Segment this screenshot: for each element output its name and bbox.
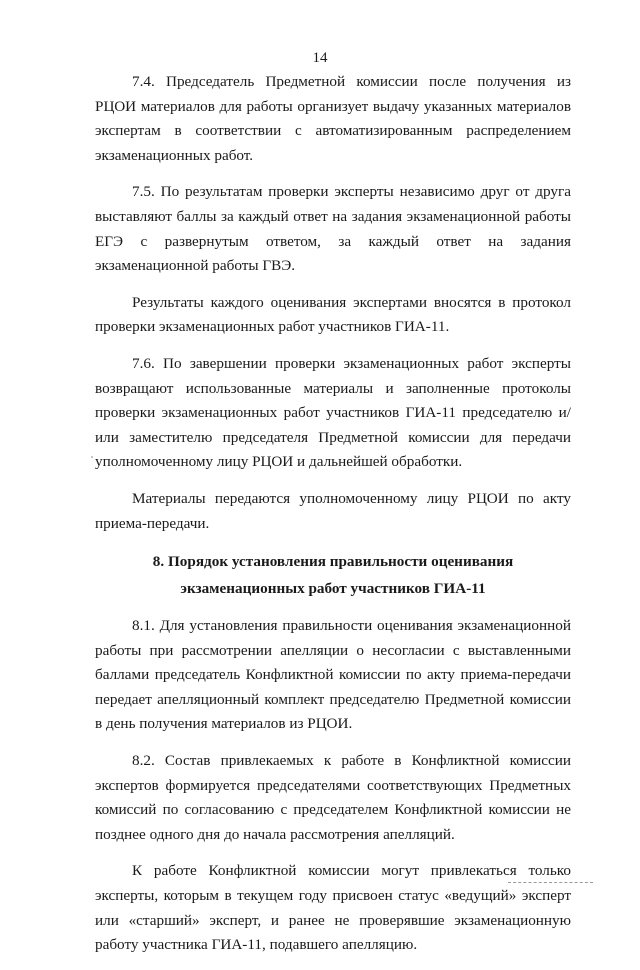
footer-dashed-line (508, 882, 593, 883)
page-number: 14 (312, 50, 328, 66)
paragraph-7-6: 7.6. По завершении проверки экзаменационных работ эксперты возвращают использованные материалы и заполненные протоколы проверки экзаменационных работ участников ГИА-11 председателю и/или заместителю председателя Предметной комиссии для передачи уполномоченному лицу РЦОИ и дальнейшей обработки. (95, 354, 571, 471)
section-heading-line-1: 8. Порядок установления правильности оценивания (152, 553, 514, 571)
paragraph-8-1: 8.1. Для установления правильности оценивания экзаменационной работы при рассмотрении апелляции о несогласии с выставленными баллами председатель Конфликтной комиссии по акту приема-передачи передает апелляционный комплект председателю Предметной комиссии в день получения материалов из РЦОИ. (95, 617, 571, 733)
document-body (95, 70, 571, 970)
section-heading-line-2: экзаменационных работ участников ГИА-11 (180, 580, 486, 598)
paragraph-7-5: 7.5. По результатам проверки эксперты независимо друг от друга выставляют баллы за каждый ответ на задания экзаменационной работы ЕГЭ с развернутым ответом, за каждый ответ на задания экзаменационной работы ГВЭ. (95, 183, 571, 275)
paragraph-materials: Материалы передаются уполномоченному лицу РЦОИ по акту приема-передачи. (95, 489, 571, 532)
paragraph-8-2: 8.2. Состав привлекаемых к работе в Конфликтной комиссии экспертов формируется председателями соответствующих Предметных комиссий по согласованию с председателем Конфликтной комиссии не позднее одного дня до начала рассмотрения апелляций. (95, 752, 571, 843)
paragraph-7-4: 7.4. Председатель Предметной комиссии после получения из РЦОИ материалов для работы организует выдачу указанных материалов экспертам в соответствии с автоматизированным распределением экзаменационных работ. (95, 73, 571, 164)
paragraph-results: Результаты каждого оценивания экспертами вносятся в протокол проверки экзаменационных работ участников ГИА-11. (95, 293, 571, 336)
paragraph-experts: К работе Конфликтной комиссии могут привлекаться только эксперты, которым в текущем году присвоен статус «ведущий» эксперт или «старший» эксперт, и ранее не проверявшие экзаменационную работу участника ГИА-11, подавшего апелляцию. (95, 862, 571, 954)
section-heading (95, 548, 571, 602)
scan-speck (91, 456, 93, 458)
